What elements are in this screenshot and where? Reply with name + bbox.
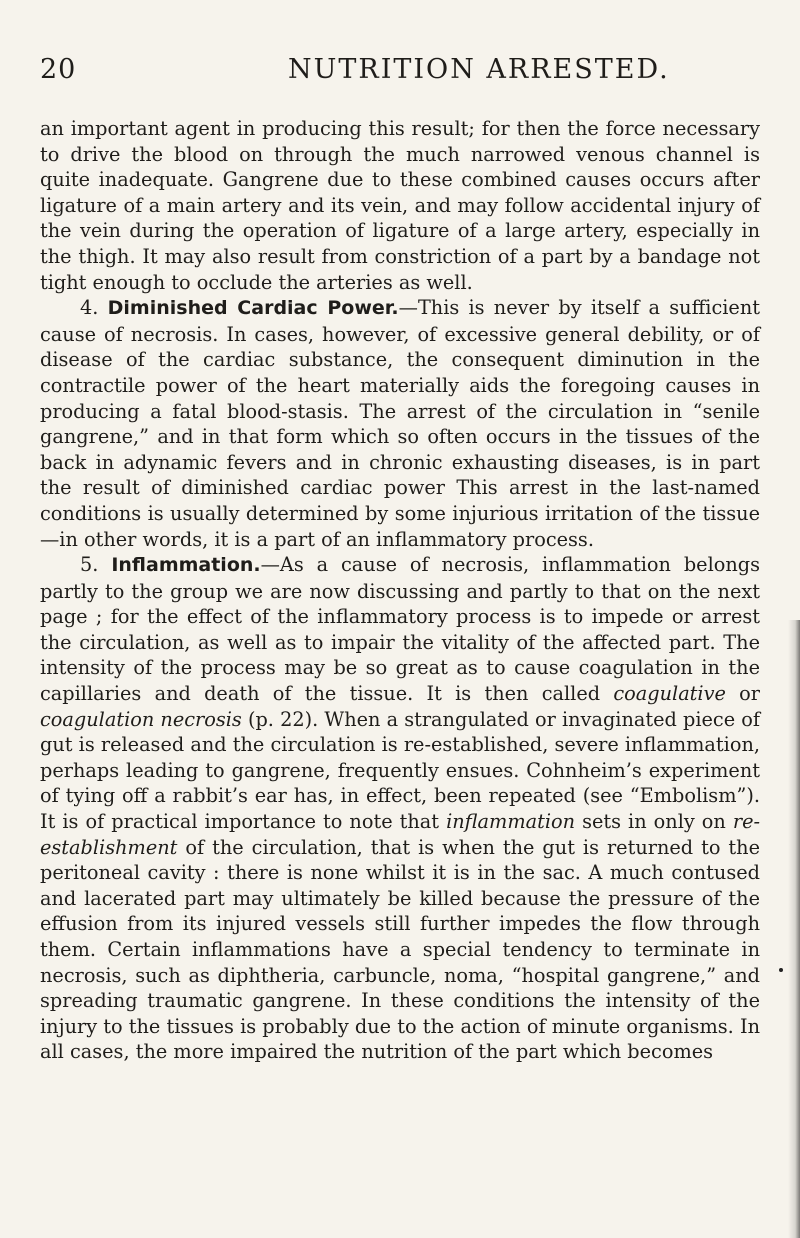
- section-heading: Diminished Cardiac Power.: [107, 297, 399, 320]
- italic-term: inflammation: [446, 810, 576, 834]
- paragraph-text: —As a cause of necrosis, inflammation belongs partly to the group we are now discussing and partly to that on the next page ; for the effect of the inflammatory process is to impede or arrest the circulation, as well as to impair the vitality of the affected part. The intensity of the process may be so great as to cause coagulation in the capillaries and death of the tissue. It is then called: [40, 553, 761, 706]
- paragraph-text: or: [725, 682, 760, 706]
- page-header: [40, 54, 770, 94]
- running-head: NUTRITION ARRESTED.: [288, 54, 670, 85]
- italic-term: coagulation necrosis: [40, 707, 242, 731]
- body-text: [40, 116, 760, 1065]
- paragraph-inflammation: [40, 552, 760, 1065]
- section-heading: Inflammation.: [111, 554, 261, 577]
- paragraph-continued: [40, 116, 760, 295]
- paragraph-text: an important agent in producing this result; for then the force necessary to drive the blood on through the much narrowed venous channel is quite inadequate. Gangrene due to these combined causes occurs after ligature of a main artery and its vein, and may follow accidental injury of the vein during the operation of ligature of a large artery, especially in the thigh. It may also result from constriction of a part by a bandage not tight enough to occlude the arteries as well.: [40, 117, 760, 294]
- page-number: 20: [40, 54, 77, 85]
- ink-speck: [779, 968, 783, 972]
- section-number: 5.: [80, 553, 99, 577]
- italic-term: coagulative: [613, 682, 726, 706]
- paragraph-diminished-cardiac-power: [40, 295, 760, 552]
- italic-term: re-establishment: [40, 810, 761, 859]
- paragraph-text: of the circulation, that is when the gut is returned to the peritoneal cavity : there is none whilst it is in the sac. A much contused and lacerated part may ultimately be killed because the pressure of the effusion from its injured vessels still further impedes the flow through them. Certain inflammations have a special tendency to terminate in necrosis, such as diphtheria, carbuncle, noma, “hospital gangrene,” and spreading traumatic gangrene. In these conditions the intensity of the injury to the tissues is probably due to the action of minute organisms. In all cases, the more impaired the nutrition of the part which becomes: [40, 835, 760, 1064]
- page-edge-shadow: [788, 620, 800, 1238]
- paragraph-text: (p. 22). When a strangulated or invaginated piece of gut is released and the circulation is re-established, severe inflammation, perhaps leading to gangrene, frequently ensues. Cohnheim’s experiment of tying off a rabbit’s ear has, in effect, been repeated (see “Embolism”). It is of practical importance to note that: [40, 707, 761, 834]
- paragraph-text: sets in only on: [575, 810, 733, 834]
- section-number: 4.: [80, 296, 99, 320]
- paragraph-text: —This is never by itself a sufficient cause of necrosis. In cases, however, of excessive general debility, or of disease of the cardiac substance, the consequent diminution in the contractile power of the heart materially aids the foregoing causes in producing a fatal blood-stasis. The arrest of the circulation in “senile gangrene,” and in that form which so often occurs in the tissues of the back in adynamic fevers and in chronic exhausting diseases, is in part the result of diminished cardiac power This arrest in the last-named conditions is usually determined by some injurious irritation of the tissue—in other words, it is a part of an inflammatory process.: [40, 296, 760, 551]
